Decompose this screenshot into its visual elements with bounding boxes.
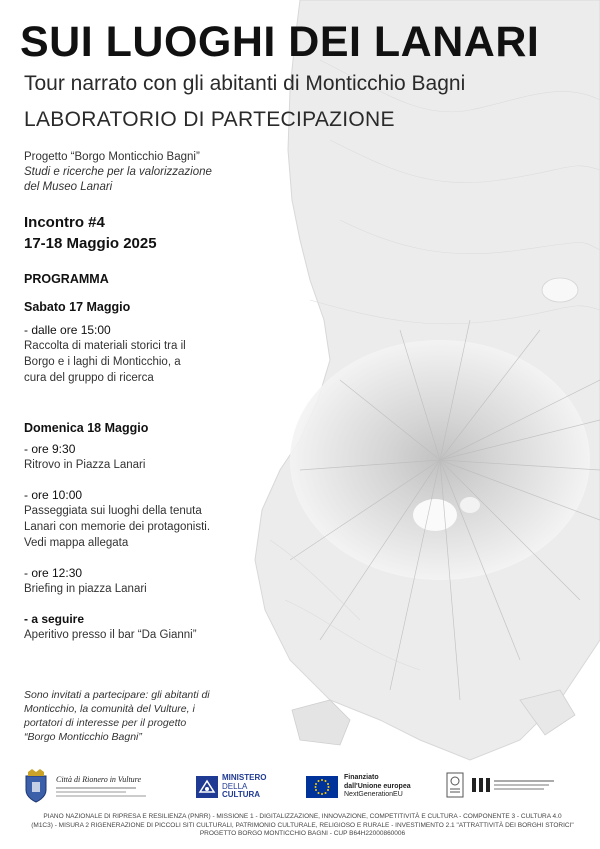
slot-time: - ore 10:00 xyxy=(24,488,83,502)
eu-line-3: NextGenerationEU xyxy=(344,791,403,798)
project-description xyxy=(24,150,212,195)
programme-heading: PROGRAMMA xyxy=(24,272,109,286)
project-line-3: del Museo Lanari xyxy=(24,181,113,193)
rionero-logo xyxy=(22,768,146,804)
footer-line-2: (M1C3) - MISURA 2 RIGENERAZIONE DI PICCOLI SITI CULTURALI, PATRIMONIO CULTURALE, RELIGIOSO E RURALE - INVESTIMENTO 2.1 "ATTRATTIVITÀ DEI BORGHI STORICI" xyxy=(31,821,574,829)
ministero-emblem-icon xyxy=(196,776,218,798)
coat-of-arms-icon xyxy=(22,768,50,804)
slot-time: - a seguire xyxy=(24,612,85,626)
ministero-cultura-logo xyxy=(196,774,266,800)
slot-line: Passeggiata sui luoghi della tenuta xyxy=(24,505,202,517)
meeting-dates: 17-18 Maggio 2025 xyxy=(24,235,157,252)
sunday-day: Domenica 18 Maggio xyxy=(24,421,149,435)
eu-flag-icon xyxy=(306,776,338,798)
sponsor-logos xyxy=(0,760,600,820)
ministero-line-3: CULTURA xyxy=(222,790,261,799)
meeting-info xyxy=(24,212,157,254)
invited-note xyxy=(24,688,210,744)
rionero-text-lines xyxy=(56,791,126,793)
poster-title: SUI LUOGHI DEI LANARI xyxy=(20,18,540,66)
lab-heading: LABORATORIO DI PARTECIPAZIONE xyxy=(24,108,395,131)
saturday-section xyxy=(24,300,284,386)
ministero-line-2: DELLA xyxy=(222,781,248,791)
partner-logos xyxy=(446,772,554,798)
sunday-slot-1 xyxy=(24,441,294,473)
invited-line: Monticchio, la comunità del Vulture, i xyxy=(24,703,195,715)
sunday-slot-3 xyxy=(24,565,294,597)
footer-line-1: PIANO NAZIONALE DI RIPRESA E RESILIENZA (PNRR) - MISSIONE 1 - DIGITALIZZAZIONE, INNOVAZIONE, COMPETITIVITÀ E CULTURA - COMPONENTE 3 - CULTURA 4.0 xyxy=(43,813,562,820)
meeting-number: Incontro #4 xyxy=(24,214,105,231)
slot-line: cura del gruppo di ricerca xyxy=(24,372,154,384)
partner-text-lines xyxy=(494,780,554,782)
footer-line-3: PROGETTO BORGO MONTICCHIO BAGNI - CUP B64H22000860006 xyxy=(199,830,406,837)
rionero-text-lines xyxy=(56,795,146,797)
slot-line: Ritrovo in Piazza Lanari xyxy=(24,459,146,471)
project-line-2: Studi e ricerche per la valorizzazione xyxy=(24,166,212,178)
saturday-day: Sabato 17 Maggio xyxy=(24,300,131,314)
sunday-slot-2 xyxy=(24,487,294,551)
slot-line: Briefing in piazza Lanari xyxy=(24,583,147,595)
eu-line-2: dall'Unione europea xyxy=(344,782,411,790)
poster-subtitle: Tour narrato con gli abitanti di Monticchio Bagni xyxy=(24,72,466,95)
slot-time: - ore 12:30 xyxy=(24,566,83,580)
slot-time: - dalle ore 15:00 xyxy=(24,323,111,337)
eu-logo xyxy=(306,774,411,800)
sunday-section xyxy=(24,421,294,643)
funding-footer xyxy=(30,813,575,839)
slot-line: Borgo e i laghi di Monticchio, a xyxy=(24,356,181,368)
slot-line: Lanari con memorie dei protagonisti. xyxy=(24,521,211,533)
invited-line: Sono invitati a partecipare: gli abitanti di xyxy=(24,689,210,701)
slot-line: Vedi mappa allegata xyxy=(24,537,129,549)
crest-icon xyxy=(446,772,464,798)
slot-line: Raccolta di materiali storici tra il xyxy=(24,340,186,352)
project-name: Progetto “Borgo Monticchio Bagni” xyxy=(24,151,200,163)
eu-line-1: Finanziato xyxy=(344,774,379,781)
sunday-slot-4 xyxy=(24,611,294,643)
slot-line: Aperitivo presso il bar “Da Gianni” xyxy=(24,629,197,641)
saturday-slot xyxy=(24,322,284,386)
rionero-name: Città di Rionero in Vulture xyxy=(56,774,142,784)
partner-text-lines xyxy=(494,788,544,790)
invited-line: portatori di interesse per il progetto xyxy=(24,717,187,729)
ministero-line-1: MINISTERO xyxy=(222,773,267,782)
slot-time: - ore 9:30 xyxy=(24,442,76,456)
rionero-text-lines xyxy=(56,787,136,789)
partner-text-lines xyxy=(494,784,549,786)
museum-icon xyxy=(472,778,490,792)
invited-line: “Borgo Monticchio Bagni” xyxy=(24,731,142,743)
